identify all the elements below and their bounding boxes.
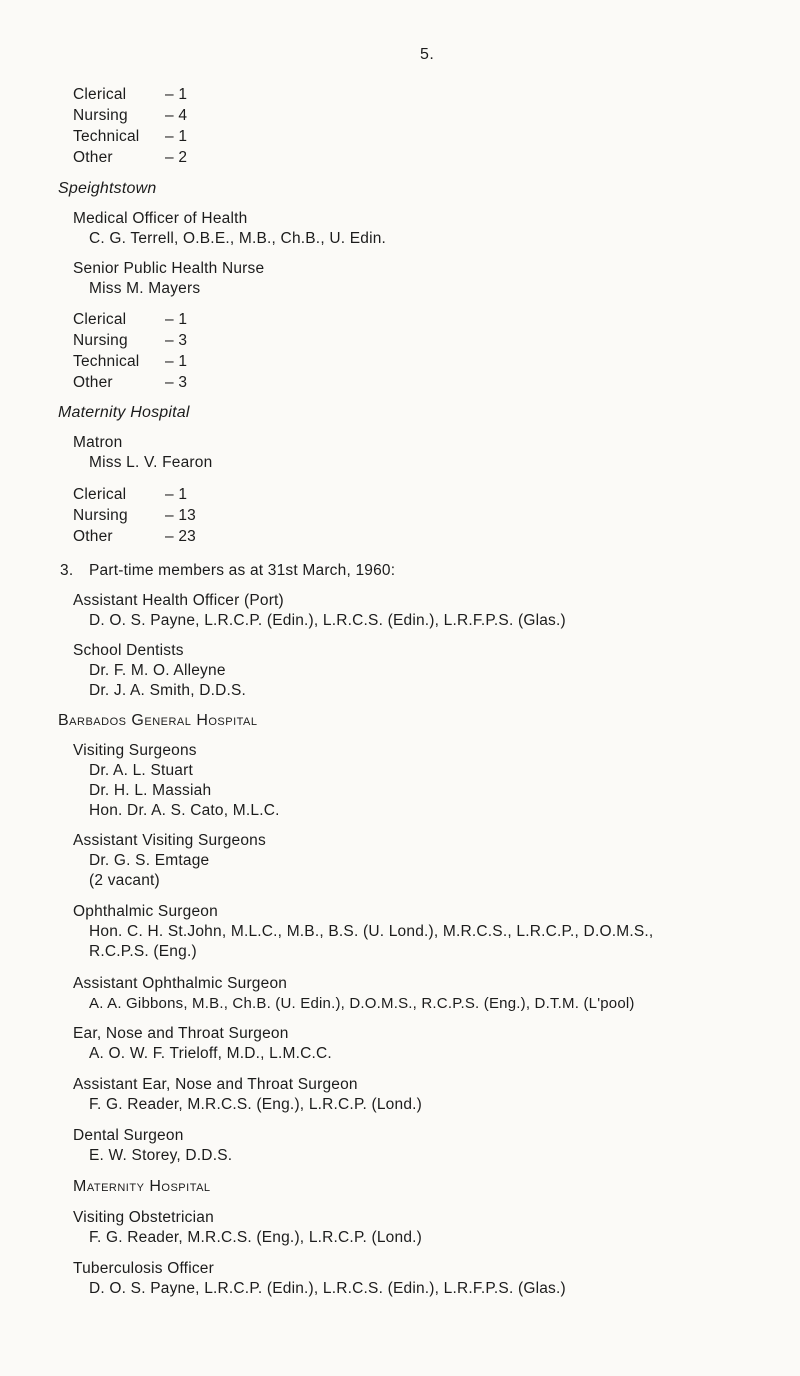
- staff-row: Technical – 1: [73, 353, 188, 370]
- vs-2: Dr. H. L. Massiah: [89, 782, 212, 799]
- matron-name: Miss L. V. Fearon: [89, 454, 213, 471]
- vs-1: Dr. A. L. Stuart: [89, 762, 193, 779]
- tb-name: D. O. S. Payne, L.R.C.P. (Edin.), L.R.C.S. (Edin.), L.R.F.P.S. (Glas.): [89, 1280, 566, 1297]
- dentists-title: School Dentists: [73, 642, 184, 659]
- bgh-heading: Barbados General Hospital: [58, 712, 258, 729]
- oph-name-2: R.C.P.S. (Eng.): [89, 943, 197, 960]
- dentist-1: Dr. F. M. O. Alleyne: [89, 662, 226, 679]
- staff-row: Clerical – 1: [73, 86, 188, 103]
- staff-row: Nursing – 3: [73, 332, 188, 349]
- avs-2: (2 vacant): [89, 872, 160, 889]
- staff-row: Technical – 1: [73, 128, 188, 145]
- staff-list-2: [73, 311, 187, 395]
- moh-name: C. G. Terrell, O.B.E., M.B., Ch.B., U. Edin.: [89, 230, 387, 247]
- matron-title: Matron: [73, 434, 123, 451]
- part-time-number: 3.: [60, 562, 74, 579]
- sphn-title: Senior Public Health Nurse: [73, 260, 265, 277]
- staff-row: Other – 2: [73, 149, 188, 166]
- aoph-name: A. A. Gibbons, M.B., Ch.B. (U. Edin.), D.O.M.S., R.C.P.S. (Eng.), D.T.M. (L'pool): [89, 995, 635, 1012]
- aho-title: Assistant Health Officer (Port): [73, 592, 284, 609]
- page-number: 5.: [420, 46, 435, 63]
- dental-title: Dental Surgeon: [73, 1127, 184, 1144]
- aent-title: Assistant Ear, Nose and Throat Surgeon: [73, 1076, 358, 1093]
- staff-row: Nursing – 13: [73, 507, 196, 524]
- moh-title: Medical Officer of Health: [73, 210, 248, 227]
- part-time-heading: Part-time members as at 31st March, 1960:: [89, 562, 396, 579]
- staff-list-1: [73, 86, 187, 170]
- staff-row: Other – 23: [73, 528, 196, 545]
- staff-row: Nursing – 4: [73, 107, 188, 124]
- aoph-title: Assistant Ophthalmic Surgeon: [73, 975, 288, 992]
- aent-name: F. G. Reader, M.R.C.S. (Eng.), L.R.C.P. (Lond.): [89, 1096, 423, 1113]
- vo-name: F. G. Reader, M.R.C.S. (Eng.), L.R.C.P. (Lond.): [89, 1229, 423, 1246]
- sphn-name: Miss M. Mayers: [89, 280, 201, 297]
- staff-row: Clerical – 1: [73, 486, 188, 503]
- oph-title: Ophthalmic Surgeon: [73, 903, 218, 920]
- maternity-heading: Maternity Hospital: [58, 404, 190, 421]
- staff-row: Other – 3: [73, 374, 188, 391]
- aho-name: D. O. S. Payne, L.R.C.P. (Edin.), L.R.C.S. (Edin.), L.R.F.P.S. (Glas.): [89, 612, 566, 629]
- staff-row: Clerical – 1: [73, 311, 188, 328]
- ent-name: A. O. W. F. Trieloff, M.D., L.M.C.C.: [89, 1045, 332, 1062]
- ent-title: Ear, Nose and Throat Surgeon: [73, 1025, 289, 1042]
- vs-3: Hon. Dr. A. S. Cato, M.L.C.: [89, 802, 280, 819]
- vo-title: Visiting Obstetrician: [73, 1209, 214, 1226]
- mh-heading: Maternity Hospital: [73, 1178, 211, 1195]
- dental-name: E. W. Storey, D.D.S.: [89, 1147, 233, 1164]
- staff-list-3: [73, 486, 196, 549]
- vs-title: Visiting Surgeons: [73, 742, 197, 759]
- avs-1: Dr. G. S. Emtage: [89, 852, 210, 869]
- tb-title: Tuberculosis Officer: [73, 1260, 214, 1277]
- avs-title: Assistant Visiting Surgeons: [73, 832, 266, 849]
- oph-name-1: Hon. C. H. St.John, M.L.C., M.B., B.S. (U. Lond.), M.R.C.S., L.R.C.P., D.O.M.S.,: [89, 923, 654, 940]
- dentist-2: Dr. J. A. Smith, D.D.S.: [89, 682, 247, 699]
- speightstown-heading: Speightstown: [58, 180, 157, 197]
